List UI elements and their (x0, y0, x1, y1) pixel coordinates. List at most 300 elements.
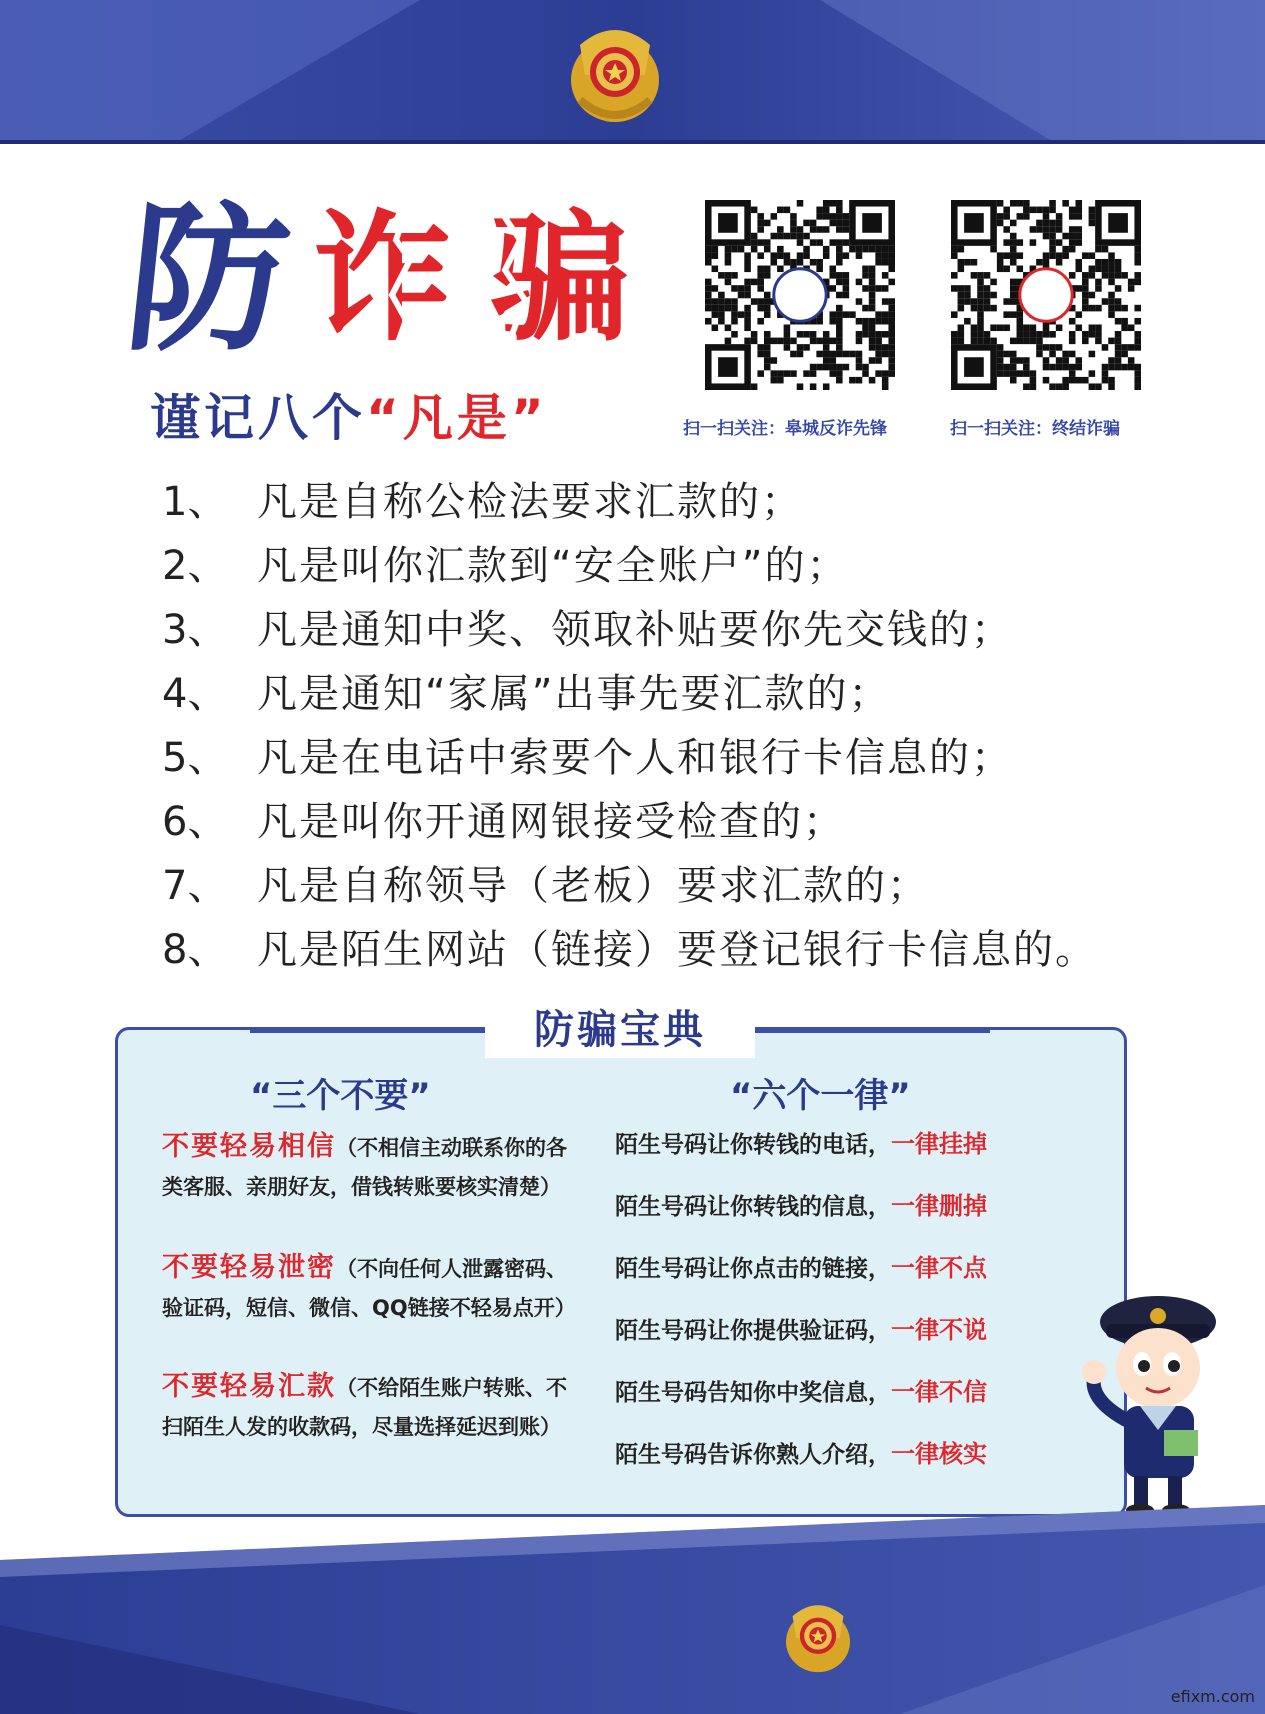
police-officer-cartoon (1080, 1280, 1230, 1520)
subtitle-highlight: “凡是” (366, 389, 548, 447)
qr-module (764, 246, 771, 253)
qr-module (1030, 239, 1037, 246)
qr-module (888, 279, 895, 286)
qr-module (1121, 324, 1128, 331)
qr-module (784, 259, 791, 266)
qr-module (764, 266, 771, 273)
qr-module (1043, 220, 1050, 227)
qr-module (784, 338, 791, 345)
qr-module (888, 246, 895, 253)
qr-module (882, 246, 889, 253)
qr-module (977, 331, 984, 338)
qr-module (731, 318, 738, 325)
qr-module (1134, 338, 1141, 345)
qr-module (888, 259, 895, 266)
qr-module (875, 311, 882, 318)
qr-module (764, 305, 771, 312)
qr-module (1023, 338, 1030, 345)
qr-module (1095, 305, 1102, 312)
qr-module (1056, 324, 1063, 331)
qr-module (1075, 213, 1082, 220)
qr-module (718, 318, 725, 325)
qr-module (1115, 285, 1122, 292)
qr-module (849, 377, 856, 384)
qr-module (1049, 383, 1056, 390)
qr-module (1102, 344, 1109, 351)
qr-module (951, 272, 958, 279)
qr-module (875, 370, 882, 377)
qr-module (1043, 377, 1050, 384)
qr-module (784, 370, 791, 377)
qr-module (1010, 311, 1017, 318)
qr-module (856, 357, 863, 364)
qr-module (1043, 207, 1050, 214)
qr-module (1095, 324, 1102, 331)
qr-module (1030, 377, 1037, 384)
qr-module (990, 338, 997, 345)
qr-module (836, 213, 843, 220)
qr-module (1017, 331, 1024, 338)
qr-module (712, 266, 719, 273)
qr-module (1036, 331, 1043, 338)
subtitle-prefix: 谨记八个 (150, 389, 366, 447)
qr-module (725, 305, 732, 312)
qr-finder (964, 213, 984, 233)
qr-module (1049, 207, 1056, 214)
qr-module (1069, 370, 1076, 377)
qr-module (849, 311, 856, 318)
qr-module (1095, 383, 1102, 390)
qr-module (875, 344, 882, 351)
qr-module (882, 272, 889, 279)
qr-module (1108, 252, 1115, 259)
qr-module (705, 305, 712, 312)
qr-module (1115, 298, 1122, 305)
qr-module (764, 292, 771, 299)
six-text: 陌生号码让你点击的链接， (615, 1256, 891, 1282)
qr-module (1056, 226, 1063, 233)
qr-module (964, 285, 971, 292)
qr-module (1036, 207, 1043, 214)
dont-body: （不相信主动联系你的各类客服、亲朋好友，借钱转账要核实清楚） (162, 1136, 567, 1199)
qr-module (843, 292, 850, 299)
qr-module (1003, 266, 1010, 273)
qr-module (869, 338, 876, 345)
qr-module (1082, 305, 1089, 312)
qr-module (757, 279, 764, 286)
qr-module (1017, 213, 1024, 220)
qr-module (1069, 351, 1076, 358)
qr-module (1134, 279, 1141, 286)
qr-module (816, 226, 823, 233)
qr-module (888, 298, 895, 305)
qr-module (829, 357, 836, 364)
qr-module (882, 311, 889, 318)
qr-module (1017, 252, 1024, 259)
qr-module (875, 357, 882, 364)
watermark-text: efixm.com (1170, 1687, 1255, 1706)
qr-module (1089, 370, 1096, 377)
qr-module (971, 338, 978, 345)
qr-module (823, 207, 830, 214)
qr-module (843, 213, 850, 220)
qr-module (1056, 364, 1063, 371)
dont-head: 不要轻易汇款 (162, 1371, 336, 1402)
qr-module (1023, 357, 1030, 364)
qr-module (888, 266, 895, 273)
qr-module (1010, 279, 1017, 286)
qr-module (751, 233, 758, 240)
qr-module (849, 246, 856, 253)
qr-module (1003, 351, 1010, 358)
qr-module (777, 338, 784, 345)
qr-module (869, 279, 876, 286)
qr-module (1017, 200, 1024, 207)
qr-module (712, 252, 719, 259)
qr-module (744, 285, 751, 292)
qr-module (836, 305, 843, 312)
qr-module (1075, 226, 1082, 233)
rule-text: 凡是通知“家属”出事先要汇款的； (257, 671, 891, 717)
qr-module (731, 305, 738, 312)
six-action: 一律挂掉 (891, 1130, 987, 1158)
qr-module (1089, 220, 1096, 227)
qr-module (1082, 292, 1089, 299)
qr-module (1043, 252, 1050, 259)
police-emblem-icon (560, 20, 670, 130)
qr-module (1010, 364, 1017, 371)
rule-number: 6、 (162, 799, 228, 845)
qr-module (971, 259, 978, 266)
qr-module (1056, 259, 1063, 266)
qr-module (1082, 285, 1089, 292)
qr-module (790, 213, 797, 220)
qr-module (718, 292, 725, 299)
qr-module (977, 311, 984, 318)
qr-module (1075, 357, 1082, 364)
qr-module (757, 370, 764, 377)
qr-module (1115, 272, 1122, 279)
qr-module (882, 318, 889, 325)
qr-module (816, 239, 823, 246)
qr-module (803, 252, 810, 259)
qr-module (1115, 259, 1122, 266)
qr-module (836, 351, 843, 358)
qr-module (836, 370, 843, 377)
qr-module (829, 220, 836, 227)
qr-module (705, 279, 712, 286)
qr-module (1010, 239, 1017, 246)
qr-module (882, 344, 889, 351)
qr-module (738, 246, 745, 253)
dont-head: 不要轻易相信 (162, 1131, 336, 1162)
qr-module (977, 279, 984, 286)
rule-text: 凡是在电话中索要个人和银行卡信息的； (257, 735, 1013, 781)
qr-module (1134, 370, 1141, 377)
qr-module (1089, 305, 1096, 312)
qr-module (888, 305, 895, 312)
qr-module (869, 331, 876, 338)
qr-module (829, 351, 836, 358)
qr-module (888, 364, 895, 371)
qr-module (869, 377, 876, 384)
qr-module (875, 252, 882, 259)
qr-module (744, 292, 751, 299)
qr-module (869, 246, 876, 253)
six-text: 陌生号码让你转钱的信息， (615, 1194, 891, 1220)
qr-module (1121, 305, 1128, 312)
qr-module (1030, 338, 1037, 345)
six-item (615, 1310, 987, 1350)
qr-module (1069, 239, 1076, 246)
qr-module (790, 259, 797, 266)
qr-module (1056, 344, 1063, 351)
qr-module (1089, 207, 1096, 214)
six-text: 陌生号码告诉你熟人介绍， (615, 1442, 891, 1468)
qr-module (958, 285, 965, 292)
qr-module (1062, 233, 1069, 240)
qr-module (816, 213, 823, 220)
qr-module (1115, 318, 1122, 325)
qr-module (1082, 272, 1089, 279)
qr-module (1075, 200, 1082, 207)
rule-number: 1、 (162, 479, 228, 525)
qr-module (1069, 338, 1076, 345)
qr-module (731, 246, 738, 253)
qr-module (757, 239, 764, 246)
qr-module (869, 272, 876, 279)
qr-module (823, 338, 830, 345)
qr-module (777, 246, 784, 253)
qr-module (1089, 331, 1096, 338)
qr-module (990, 305, 997, 312)
qr-module (757, 351, 764, 358)
qr-module (1089, 292, 1096, 299)
qr-module (784, 207, 791, 214)
qr-module (856, 252, 863, 259)
qr-center-logo (774, 269, 826, 321)
qr-module (1134, 318, 1141, 325)
qr-module (1089, 252, 1096, 259)
qr-module (971, 305, 978, 312)
qr-module (1108, 272, 1115, 279)
six-text: 陌生号码告知你中奖信息， (615, 1380, 891, 1406)
qr-module (725, 252, 732, 259)
qr-module (797, 239, 804, 246)
qr-module (836, 207, 843, 214)
qr-module (984, 331, 991, 338)
qr-module (764, 239, 771, 246)
qr-module (1115, 331, 1122, 338)
qr-module (712, 324, 719, 331)
qr-module (1082, 377, 1089, 384)
qr-module (997, 200, 1004, 207)
qr-module (1049, 220, 1056, 227)
qr-module (1023, 364, 1030, 371)
qr-module (1095, 338, 1102, 345)
qr-module (777, 233, 784, 240)
qr-module (1108, 279, 1115, 286)
qr-module (816, 338, 823, 345)
police-emblem-icon (778, 1598, 858, 1678)
qr-module (1003, 213, 1010, 220)
qr-module (1089, 383, 1096, 390)
qr-module (1017, 311, 1024, 318)
qr-module (718, 298, 725, 305)
qr-module (1128, 324, 1135, 331)
qr-module (1102, 266, 1109, 273)
qr-module (1049, 344, 1056, 351)
qr-module (1108, 298, 1115, 305)
qr-module (777, 266, 784, 273)
dont-item (162, 1367, 572, 1447)
qr-left-caption: 扫一扫关注：皋城反诈先锋 (683, 419, 887, 439)
qr-module (836, 292, 843, 299)
qr-module (977, 292, 984, 299)
qr-module (1017, 239, 1024, 246)
qr-module (823, 226, 830, 233)
qr-module (771, 370, 778, 377)
qr-module (751, 338, 758, 345)
qr-module (823, 200, 830, 207)
qr-code-right[interactable] (935, 200, 1157, 390)
qr-module (797, 331, 804, 338)
qr-module (718, 311, 725, 318)
qr-module (888, 351, 895, 358)
qr-module (829, 370, 836, 377)
qr-module (1095, 246, 1102, 253)
qr-module (836, 252, 843, 259)
qr-module (1036, 220, 1043, 227)
qr-module (951, 311, 958, 318)
qr-module (958, 324, 965, 331)
qr-module (984, 305, 991, 312)
qr-module (803, 233, 810, 240)
qr-module (997, 324, 1004, 331)
qr-module (816, 364, 823, 371)
rule-text: 凡是叫你汇款到“安全账户”的； (257, 543, 849, 589)
qr-module (757, 318, 764, 325)
qr-module (1095, 285, 1102, 292)
qr-module (757, 344, 764, 351)
qr-module (1030, 324, 1037, 331)
qr-module (888, 338, 895, 345)
qr-module (823, 331, 830, 338)
qr-code-left[interactable] (688, 200, 912, 390)
qr-module (1010, 259, 1017, 266)
rule-number: 8、 (162, 927, 228, 973)
qr-module (764, 338, 771, 345)
qr-module (997, 213, 1004, 220)
qr-module (997, 266, 1004, 273)
qr-module (971, 324, 978, 331)
qr-module (862, 272, 869, 279)
six-action: 一律不点 (891, 1254, 987, 1282)
rule-text: 凡是自称公检法要求汇款的； (257, 479, 803, 525)
qr-module (882, 285, 889, 292)
qr-module (836, 344, 843, 351)
qr-module (843, 364, 850, 371)
qr-module (797, 226, 804, 233)
qr-module (1023, 207, 1030, 214)
qr-module (1043, 344, 1050, 351)
qr-module (997, 351, 1004, 358)
qr-module (862, 305, 869, 312)
six-text: 陌生号码让你提供验证码， (615, 1318, 891, 1344)
qr-module (810, 370, 817, 377)
guide-title-rule-right (750, 1030, 990, 1033)
six-item (615, 1372, 987, 1412)
qr-module (1030, 207, 1037, 214)
six-action: 一律不信 (891, 1378, 987, 1406)
qr-module (1128, 279, 1135, 286)
qr-module (1023, 324, 1030, 331)
footer-band (0, 1505, 1265, 1714)
qr-module (790, 351, 797, 358)
qr-module (1075, 377, 1082, 384)
six-item (615, 1186, 987, 1226)
qr-module (771, 377, 778, 384)
guide-title: 防骗宝典 (534, 1007, 706, 1053)
qr-module (1017, 266, 1024, 273)
qr-module (1056, 213, 1063, 220)
qr-module (705, 285, 712, 292)
qr-module (1043, 226, 1050, 233)
qr-module (731, 298, 738, 305)
qr-module (797, 383, 804, 390)
qr-module (1128, 344, 1135, 351)
qr-module (751, 298, 758, 305)
qr-module (1089, 351, 1096, 358)
dont-body: （不给陌生账户转账、不扫陌生人发的收款码，尽量选择延迟到账） (162, 1376, 567, 1439)
qr-module (843, 239, 850, 246)
qr-module (1128, 285, 1135, 292)
qr-module (725, 272, 732, 279)
qr-module (862, 324, 869, 331)
qr-module (1069, 272, 1076, 279)
qr-module (1003, 324, 1010, 331)
qr-module (997, 220, 1004, 227)
qr-module (823, 383, 830, 390)
qr-module (1062, 364, 1069, 371)
qr-module (823, 252, 830, 259)
qr-module (958, 259, 965, 266)
guide-title-wrap (485, 1002, 755, 1058)
qr-module (1102, 259, 1109, 266)
qr-module (764, 311, 771, 318)
qr-module (1095, 259, 1102, 266)
qr-module (836, 239, 843, 246)
qr-module (869, 292, 876, 299)
qr-module (1108, 338, 1115, 345)
qr-module (882, 351, 889, 358)
qr-module (1056, 357, 1063, 364)
qr-module (1023, 383, 1030, 390)
qr-module (997, 370, 1004, 377)
qr-module (751, 239, 758, 246)
qr-module (951, 252, 958, 259)
qr-module (1036, 351, 1043, 358)
qr-module (1056, 252, 1063, 259)
qr-module (1121, 351, 1128, 358)
qr-module (1108, 383, 1115, 390)
qr-module (744, 279, 751, 286)
qr-module (1134, 377, 1141, 384)
qr-module (1069, 226, 1076, 233)
qr-module (1102, 246, 1109, 253)
qr-module (977, 305, 984, 312)
qr-module (764, 272, 771, 279)
